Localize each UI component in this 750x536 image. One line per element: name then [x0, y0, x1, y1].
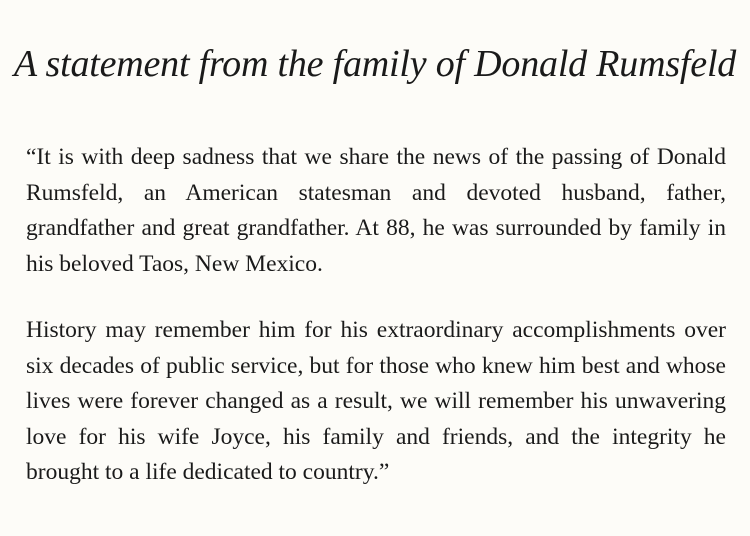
statement-title: A statement from the family of Donald Rumsfeld	[13, 43, 737, 85]
statement-paragraph-2: History may remember him for his extraordinary accomplishments over six decades of public service, but for those who knew him best and whose lives were forever changed as a result, we will remember his unwavering love for his wife Joyce, his family and friends, and the integrity he brought to a life dedicated to country.”	[26, 317, 726, 485]
statement-paragraph-1: “It is with deep sadness that we share the news of the passing of Donald Rumsfeld, an American statesman and devoted husband, father, grandfather and great grandfather. At 88, he was surrounded by family in his beloved Taos, New Mexico.	[26, 144, 726, 277]
